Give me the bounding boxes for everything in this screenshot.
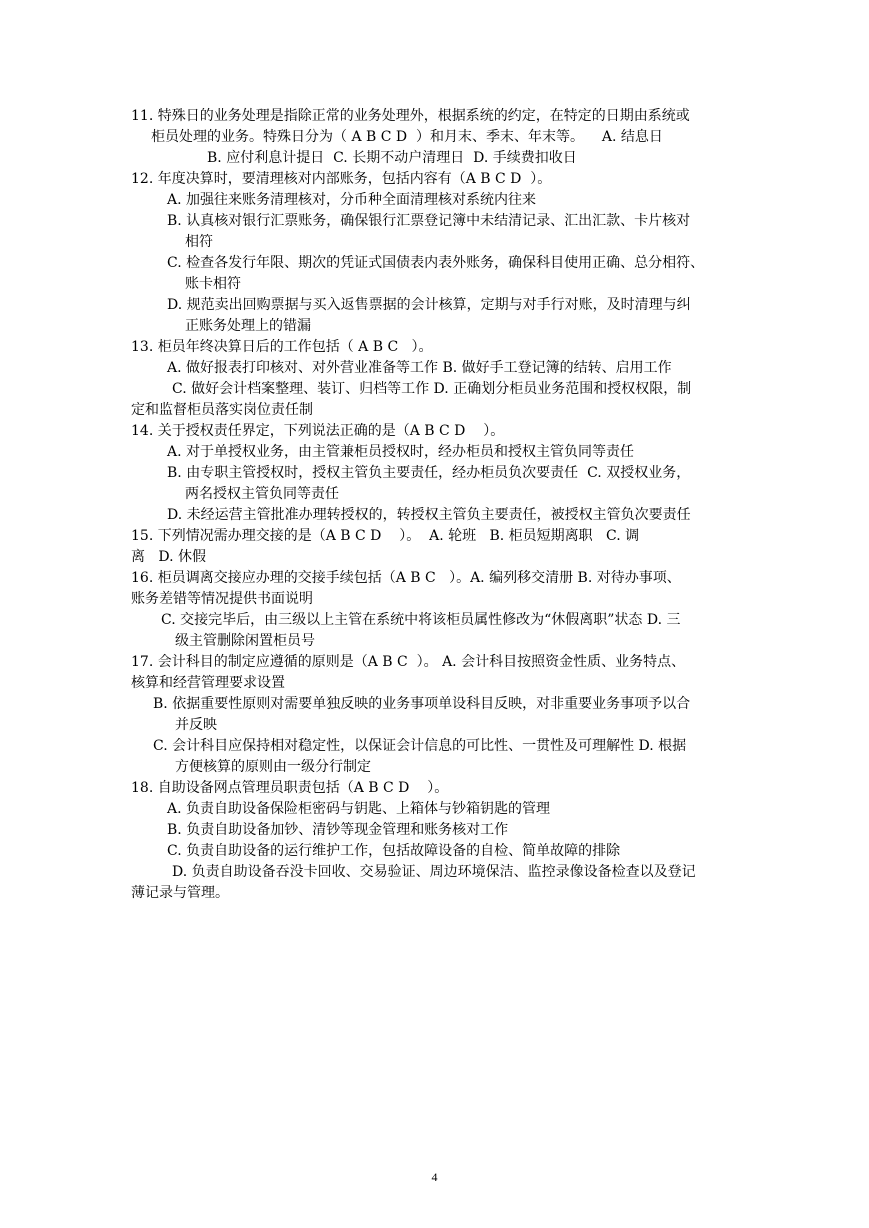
q11-line-2: 柜员处理的业务。特殊日分为（ A B C D ）和月末、季末、年末等。 A. 结息日 — [151, 129, 663, 145]
q17-line-1: 17. 会计科目的制定应遵循的原则是（A B C ）。 A. 会计科目按照资金性质、业务特点、 — [131, 654, 686, 670]
q18-line-1: 18. 自助设备网点管理员职责包括（A B C D ）。 — [131, 780, 449, 796]
q13-option-cd-cont: 定和监督柜员落实岗位责任制 — [131, 402, 313, 418]
q12-line-1: 12. 年度决算时，要清理核对内部账务，包括内容有（A B C D ）。 — [131, 171, 552, 187]
q12-option-c: C. 检查各发行年限、期次的凭证式国债表内表外账务，确保科目使用正确、总分相符、 — [167, 255, 705, 271]
q12-option-a: A. 加强往来账务清理核对，分币种全面清理核对系统内往来 — [167, 192, 537, 208]
page-number: 4 — [431, 1170, 438, 1184]
q18-option-a: A. 负责自助设备保险柜密码与钥匙、上箱体与钞箱钥匙的管理 — [167, 801, 551, 817]
q13-line-1: 13. 柜员年终决算日后的工作包括（ A B C ）。 — [131, 339, 433, 355]
q12-option-d: D. 规范卖出回购票据与买入返售票据的会计核算，定期与对手行对账，及时清理与纠 — [167, 297, 691, 313]
q14-option-bc-cont: 两名授权主管负同等责任 — [185, 486, 339, 502]
q17-option-b-cont: 并反映 — [175, 717, 217, 733]
q12-option-c-cont: 账卡相符 — [185, 276, 241, 292]
q17-option-cd-cont: 方便核算的原则由一级分行制定 — [175, 759, 371, 775]
q16-line-1: 16. 柜员调离交接应办理的交接手续包括（A B C ）。A. 编列移交清册 B. 对待办事项、 — [131, 570, 681, 586]
q17-option-cd: C. 会计科目应保持相对稳定性，以保证会计信息的可比性、一贯性及可理解性 D. 根据 — [153, 738, 687, 754]
q18-option-d-cont: 薄记录与管理。 — [131, 885, 229, 901]
q14-option-d: D. 未经运营主管批准办理转授权的，转授权主管负主要责任，被授权主管负次要责任 — [167, 507, 691, 523]
q12-option-b-cont: 相符 — [185, 234, 213, 250]
q13-option-cd: C. 做好会计档案整理、装订、归档等工作 D. 正确划分柜员业务范围和授权权限，制 — [172, 381, 692, 397]
q16-line-2: 账务差错等情况提供书面说明 — [131, 591, 313, 607]
q15-line-1: 15. 下列情况需办理交接的是（A B C D ）。 A. 轮班 B. 柜员短期离职 C. 调 — [131, 528, 640, 544]
q18-option-b: B. 负责自助设备加钞、清钞等现金管理和账务核对工作 — [167, 822, 509, 838]
document-body — [131, 106, 743, 904]
q18-option-c: C. 负责自助设备的运行维护工作，包括故障设备的自检、简单故障的排除 — [167, 843, 621, 859]
q14-line-1: 14. 关于授权责任界定，下列说法正确的是（A B C D ）。 — [131, 423, 505, 439]
q17-option-b: B. 依据重要性原则对需要单独反映的业务事项单设科目反映，对非重要业务事项予以合 — [153, 696, 691, 712]
q16-option-cd: C. 交接完毕后，由三级以上主管在系统中将该柜员属性修改为“休假离职”状态 D. 三 — [161, 612, 681, 628]
q18-option-d: D. 负责自助设备吞没卡回收、交易验证、周边环境保洁、监控录像设备检查以及登记 — [172, 864, 696, 880]
q14-option-a: A. 对于单授权业务，由主管兼柜员授权时，经办柜员和授权主管负同等责任 — [167, 444, 635, 460]
q13-option-ab: A. 做好报表打印核对、对外营业准备等工作 B. 做好手工登记簿的结转、启用工作 — [167, 360, 672, 376]
q12-option-d-cont: 正账务处理上的错漏 — [185, 318, 311, 334]
q17-line-2: 核算和经营管理要求设置 — [131, 675, 285, 691]
q14-option-bc: B. 由专职主管授权时，授权主管负主要责任，经办柜员负次要责任 C. 双授权业务， — [167, 465, 691, 481]
q16-option-cd-cont: 级主管删除闲置柜员号 — [175, 633, 315, 649]
q12-option-b: B. 认真核对银行汇票账务，确保银行汇票登记簿中未结清记录、汇出汇款、卡片核对 — [167, 213, 691, 229]
q11-line-1: 11. 特殊日的业务处理是指除正常的业务处理外，根据系统的约定，在特定的日期由系统或 — [131, 108, 690, 124]
q11-line-3: B. 应付利息计提日 C. 长期不动户清理日 D. 手续费扣收日 — [207, 150, 577, 166]
q15-line-2: 离 D. 休假 — [131, 549, 206, 565]
